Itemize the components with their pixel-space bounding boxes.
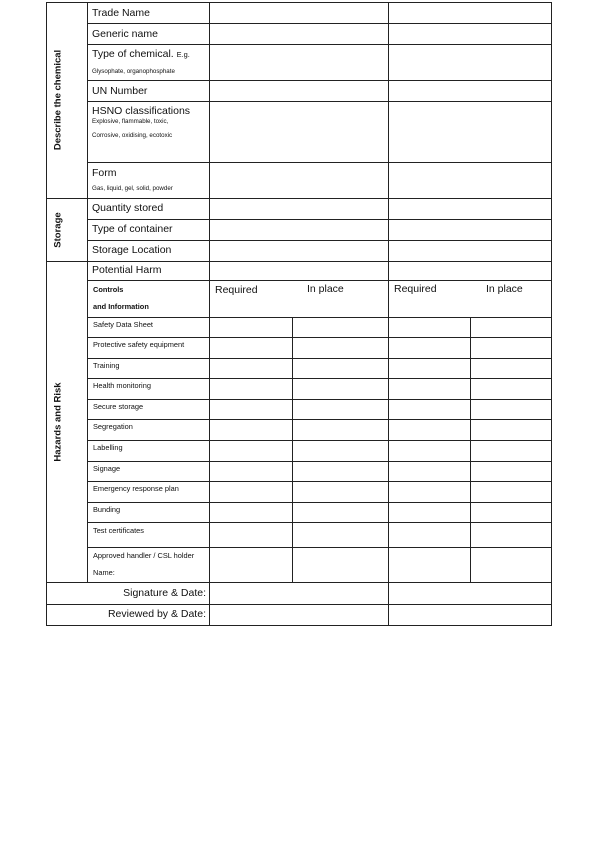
row-line [87, 502, 552, 503]
row-line [87, 358, 552, 359]
row-line [87, 162, 552, 163]
header-required-2: Required [394, 283, 437, 295]
row-line [87, 23, 552, 24]
label-generic-name: Generic name [92, 28, 158, 40]
row-line [87, 522, 552, 523]
border-top [46, 2, 552, 3]
label-signature-date: Signature & Date: [123, 587, 206, 599]
col-divider-inplace-1 [292, 317, 293, 583]
label-controls: Controls [93, 285, 124, 294]
label-type-of-container: Type of container [92, 223, 173, 235]
border-left [46, 2, 47, 626]
row-line [87, 280, 552, 281]
section-label-storage: Storage [52, 212, 64, 248]
control-item: Secure storage [93, 402, 144, 411]
header-in-place-2: In place [486, 283, 523, 295]
row-line [87, 399, 552, 400]
control-item: Health monitoring [93, 381, 151, 390]
section-label-describe: Describe the chemical [52, 49, 64, 151]
section-label-hazards: Hazards and Risk [52, 382, 64, 462]
control-item: Emergency response plan [93, 484, 179, 493]
header-required-1: Required [215, 284, 258, 296]
row-line [87, 317, 552, 318]
row-line [87, 101, 552, 102]
row-line [46, 604, 552, 605]
row-line [87, 481, 552, 482]
row-line [87, 378, 552, 379]
control-item: Segregation [93, 422, 133, 431]
border-bottom [46, 625, 552, 626]
label-and-information: and Information [93, 302, 149, 311]
label-trade-name: Trade Name [92, 7, 150, 19]
label-hsno: HSNO classifications [92, 105, 191, 117]
label-storage-location: Storage Location [92, 244, 172, 256]
row-line [87, 80, 552, 81]
section-line [46, 261, 552, 262]
control-item: Protective safety equipment [93, 340, 185, 349]
row-line [87, 337, 552, 338]
label-quantity-stored: Quantity stored [92, 202, 164, 214]
col-divider-2 [388, 2, 389, 626]
label-potential-harm: Potential Harm [92, 264, 162, 276]
row-line [87, 461, 552, 462]
col-divider-1 [209, 2, 210, 626]
row-line [87, 44, 552, 45]
control-item: Test certificates [93, 526, 144, 535]
label-form-examples: Gas, liquid, gel, solid, powder [92, 185, 173, 192]
label-approved-handler: Approved handler / CSL holder [93, 551, 195, 560]
label-hsno-examples-2: Corrosive, oxidising, ecotoxic [92, 132, 173, 139]
label-form: Form [92, 167, 117, 179]
row-line [87, 419, 552, 420]
control-item: Training [93, 361, 120, 370]
col-divider-inplace-2 [470, 317, 471, 583]
type-of-chemical-text: Type of chemical. [92, 48, 174, 60]
label-handler-name: Name: [93, 568, 115, 577]
control-item: Signage [93, 464, 121, 473]
row-line [87, 547, 552, 548]
control-item: Safety Data Sheet [93, 320, 153, 329]
header-in-place-1: In place [307, 283, 344, 295]
section-line [46, 198, 552, 199]
type-of-chemical-eg: E.g. [176, 50, 190, 59]
section-line [46, 582, 552, 583]
control-item: Bunding [93, 505, 121, 514]
control-item: Labelling [93, 443, 123, 452]
label-hsno-examples-1: Explosive, flammable, toxic, [92, 118, 169, 125]
label-type-of-chemical-examples: Glysophate, organophosphate [92, 68, 175, 75]
section-divider [87, 2, 88, 582]
label-type-of-chemical [92, 49, 190, 60]
label-reviewed-by-date: Reviewed by & Date: [107, 608, 206, 620]
border-right [551, 2, 552, 626]
row-line [87, 240, 552, 241]
row-line [87, 219, 552, 220]
label-un-number: UN Number [92, 85, 148, 97]
row-line [87, 440, 552, 441]
